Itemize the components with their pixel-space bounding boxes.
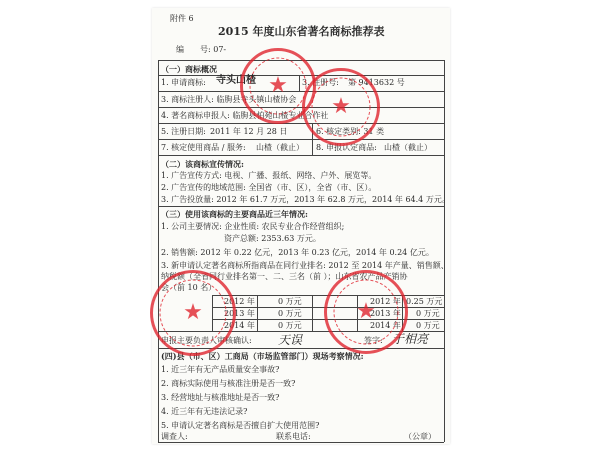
confirm-signature: 天误 [278, 333, 303, 347]
declared-goods-value: 山楂（截止） [384, 143, 432, 152]
association-seal-bottom-right [324, 270, 408, 354]
association-seal-bottom-left [150, 270, 236, 356]
investigator-label: 调查人: [161, 432, 188, 441]
reg-number-value: 第 9413632 号 [348, 78, 405, 87]
reg-date-value: 2011 年 12 月 28 日 [210, 127, 288, 136]
trademark-value: 寺头山楂 [216, 75, 256, 86]
question-4: 4. 近三年有无违法记录? [161, 407, 248, 416]
question-5: 5. 申请认定著名商标是否擅自扩大使用范围? [161, 421, 320, 430]
seal-star-icon: ★ [331, 94, 351, 119]
approved-goods-value: 山楂（截止） [256, 143, 304, 152]
declared-goods-label: 8. 申报认定商品: [316, 143, 377, 152]
section1-heading: （一）商标概况 [161, 64, 217, 74]
ad-region-row: 2. 广告宣传的地域范围: 全国省（市、区），全省（市、区）。 [161, 183, 377, 192]
ad-spend-row: 3. 广告投放量: 2012 年 61.7 万元，2013 年 62.8 万元，2014 年 64.4 万元。 [161, 195, 450, 204]
question-2: 2. 商标实际使用与核准注册是否一致? [161, 379, 296, 388]
rule [158, 206, 444, 207]
form-number: 编 号: 07- [176, 45, 227, 54]
table-year: 2014 年 [370, 321, 401, 330]
phone-label: 联系电话: [276, 432, 311, 441]
applicant-row: 4. 著名商标申报人: 临朐县柏苑山楂专业合作社 [161, 111, 329, 120]
frame-right [444, 60, 445, 442]
handwritten-signature: 于相亮 [392, 332, 429, 346]
table-value: 0 万元 [278, 321, 302, 330]
table-year: 2012 年 [370, 297, 401, 306]
table-year: 2012 年 [224, 297, 255, 306]
section2-heading: （二）该商标宣传情况: [161, 159, 244, 169]
rule [158, 139, 444, 140]
ranking-row: 3. 新申请认定著名商标所指商品在同行业排名: 2012 至 2014 年产量、销售额、 [161, 261, 449, 270]
ranking-row-3: 会（前 10 名） [161, 283, 217, 292]
official-seal-label: （公章） [404, 432, 436, 441]
frame-bottom [158, 442, 444, 443]
table-value: 0 万元 [416, 321, 440, 330]
attachment-label: 附件 6 [170, 14, 194, 23]
table-year: 2014 年 [224, 321, 255, 330]
frame-left [158, 60, 159, 442]
form-title: 2015 年度山东省著名商标推荐表 [218, 25, 385, 38]
ranking-row-2: 纳税额（全省同行业排名第一、二、三名（前 ）；山东省农产品产销协 [161, 272, 408, 281]
company-info-row: 1. 公司主要情况: 企业性质: 农民专业合作经营组织; [161, 222, 345, 231]
sign-label: 签字: [364, 336, 383, 345]
rule [312, 295, 313, 331]
table-year: 2013 年 [370, 309, 401, 318]
rule [158, 123, 444, 124]
ad-method-row: 1. 广告宣传方式: 电视、广播、报纸、网络、户外、展览等。 [161, 171, 377, 180]
table-value: 0.25 万元 [406, 297, 443, 306]
rule [257, 295, 258, 331]
class-row: 6. 核定类别: 31 类 [316, 127, 385, 136]
section3-heading: （三）使用该商标的主要商品近三年情况: [161, 209, 308, 219]
trademark-label: 1. 申请商标: [161, 78, 206, 87]
seal-star-icon: ★ [183, 300, 203, 325]
seal-star-icon: ★ [268, 73, 288, 98]
question-3: 3. 经营地址与核准地址是否一致? [161, 393, 280, 402]
table-value: 0 万元 [416, 309, 440, 318]
registrant-row: 3. 商标注册人: 临朐县寺头镇山楂协会 [161, 95, 297, 104]
table-value: 0 万元 [278, 309, 302, 318]
question-1: 1. 近三年有无产品质量安全事故? [161, 365, 280, 374]
reg-number-label: 3. 注册号: [302, 78, 339, 87]
section4-heading: (四)县（市、区）工商局（市场监管部门）现场考察情况: [161, 351, 364, 361]
seal-star-icon: ★ [356, 299, 376, 324]
association-seal-top-right [302, 68, 380, 146]
approved-goods-label: 7. 核定使用商品 / 服务: [161, 143, 246, 152]
assets-row: 资产总额: 2353.63 万元。 [224, 234, 321, 243]
sales-row: 2. 销售额: 2012 年 0.22 亿元，2013 年 0.23 亿元，2014 年 0.24 亿元。 [161, 248, 434, 257]
table-year: 2013 年 [224, 309, 255, 318]
reg-date-label: 5. 注册日期: [161, 127, 206, 136]
table-value: 0 万元 [278, 297, 302, 306]
confirm-label: 申报主要负责人审核确认: [161, 336, 252, 345]
rule [158, 155, 444, 156]
recommendation-form-page [152, 8, 450, 444]
